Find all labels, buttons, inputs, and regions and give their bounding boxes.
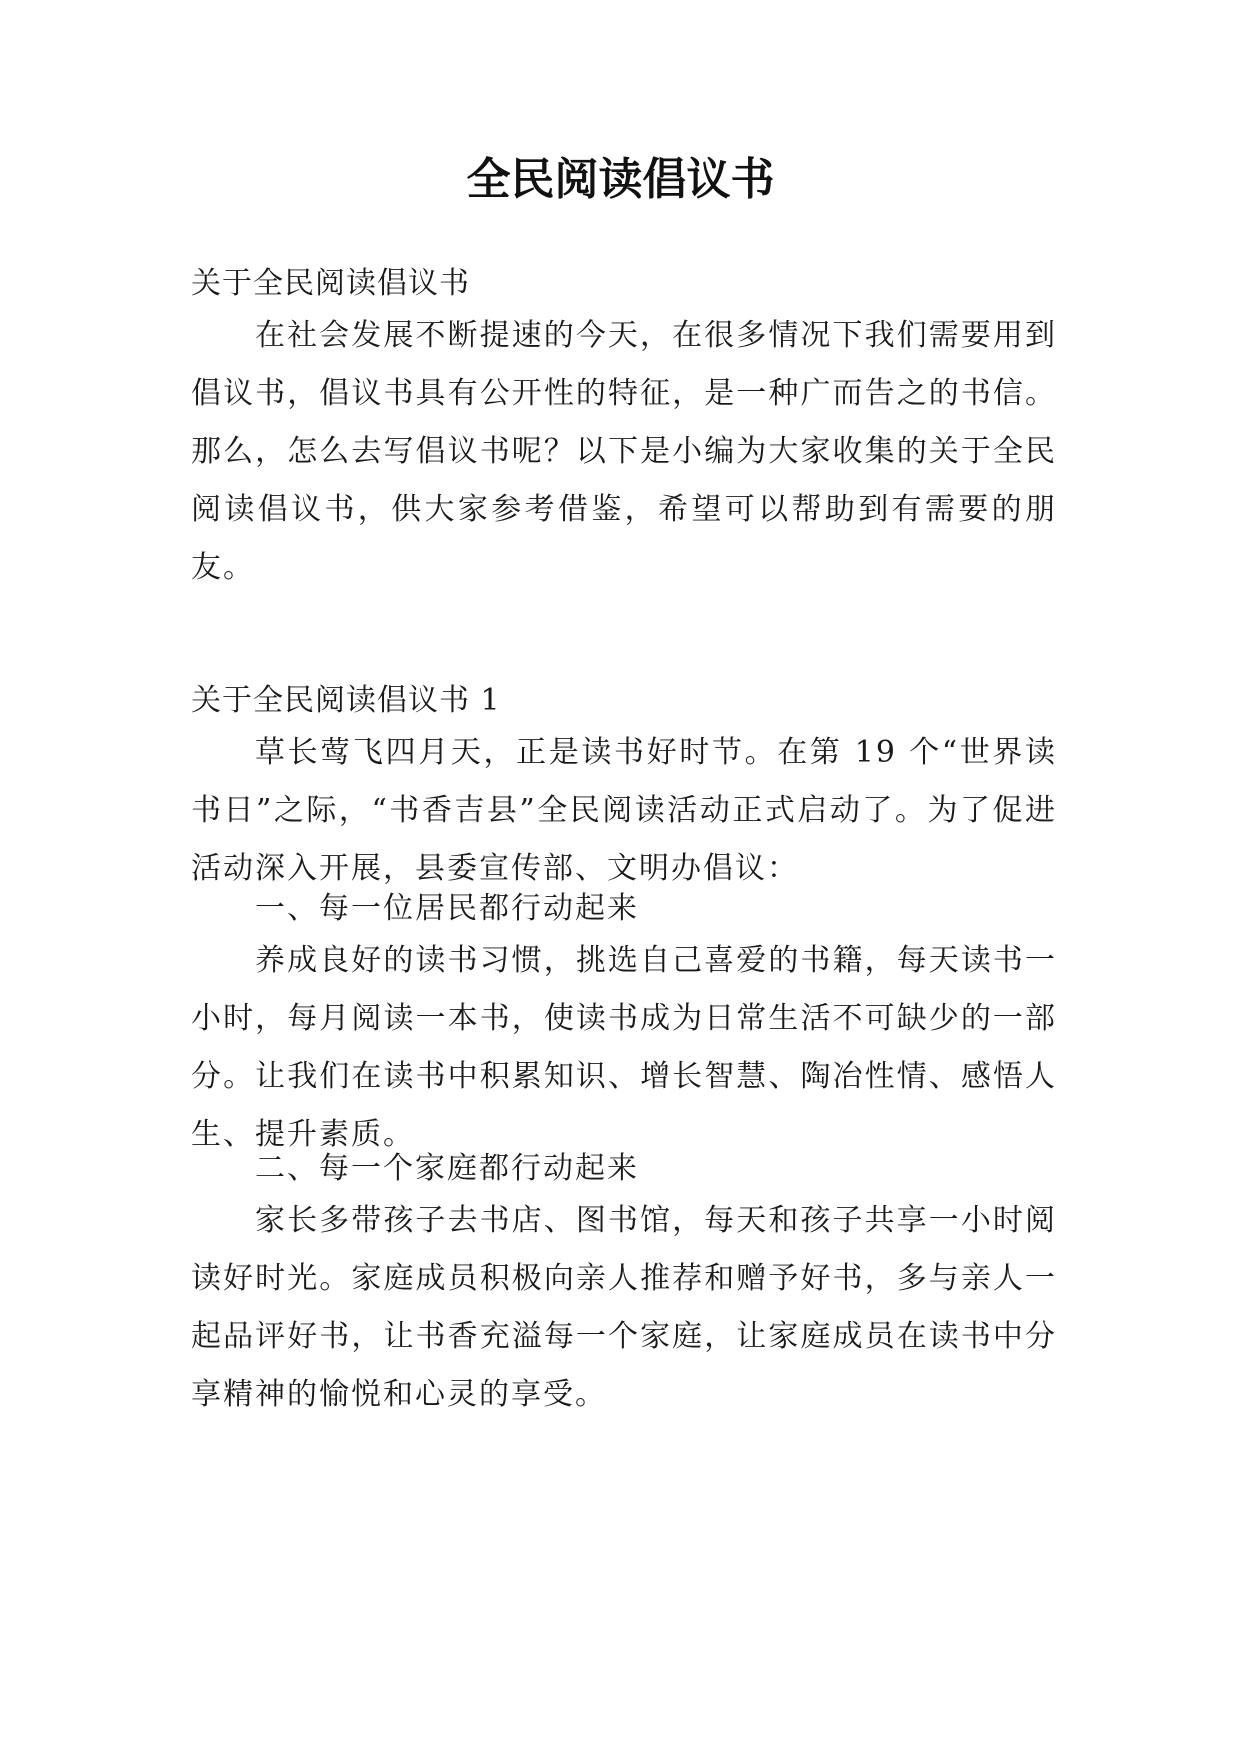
section1-heading: 关于全民阅读倡议书 1 bbox=[191, 683, 501, 718]
point1-heading: 一、每一位居民都行动起来 bbox=[255, 891, 639, 926]
point2-heading: 二、每一个家庭都行动起来 bbox=[255, 1151, 639, 1186]
point2-body: 家长多带孩子去书店、图书馆，每天和孩子共享一小时阅读好时光。家庭成员积极向亲人推荐和赠予好书，多与亲人一起品评好书，让书香充溢每一个家庭，让家庭成员在读书中分享精神的愉悦和心灵的享受。 bbox=[191, 1203, 1057, 1412]
point1-body: 养成良好的读书习惯，挑选自己喜爱的书籍，每天读书一小时，每月阅读一本书，使读书成为日常生活不可缺少的一部分。让我们在读书中积累知识、增长智慧、陶冶性情、感悟人生、提升素质。 bbox=[191, 943, 1057, 1152]
document-title: 全民阅读倡议书 bbox=[466, 154, 775, 205]
section1-intro: 草长莺飞四月天，正是读书好时节。在第 19 个“世界读书日”之际，“书香吉县”全民阅读活动正式启动了。为了促进活动深入开展，县委宣传部、文明办倡议： bbox=[191, 735, 1057, 886]
intro-heading: 关于全民阅读倡议书 bbox=[191, 266, 470, 301]
intro-paragraph: 在社会发展不断提速的今天，在很多情况下我们需要用到倡议书，倡议书具有公开性的特征，是一种广而告之的书信。那么，怎么去写倡议书呢？以下是小编为大家收集的关于全民阅读倡议书，供大家参考借鉴，希望可以帮助到有需要的朋友。 bbox=[191, 318, 1057, 585]
